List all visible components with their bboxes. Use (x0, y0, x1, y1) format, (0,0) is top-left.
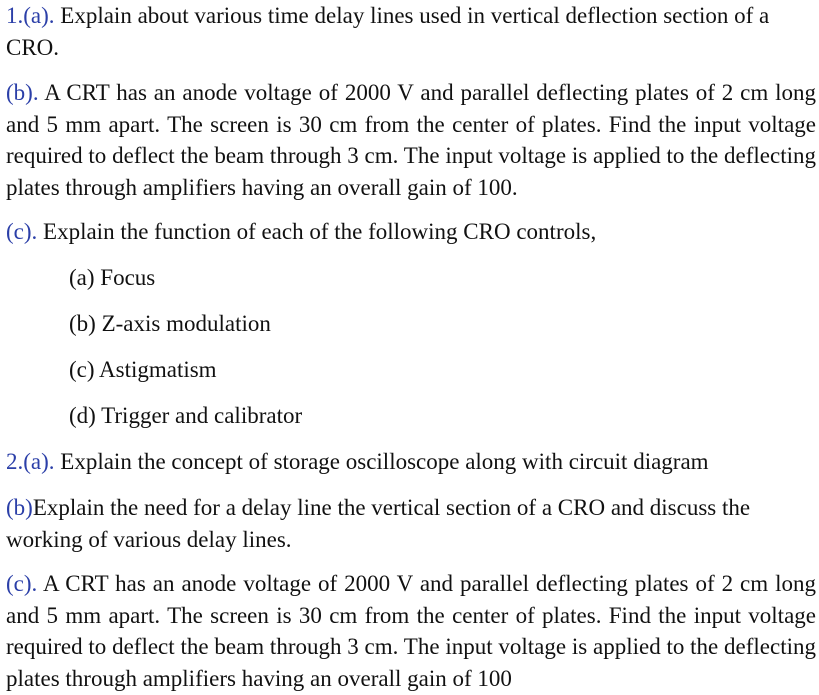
question-1c (6, 216, 816, 248)
control-item-z-axis: (b) Z-axis modulation (69, 311, 271, 336)
control-item-trigger: (d) Trigger and calibrator (69, 403, 303, 428)
question-2c (6, 568, 816, 694)
question-1c-label: (c). (6, 219, 38, 244)
question-1b (6, 77, 816, 203)
question-2a (6, 446, 816, 478)
question-1b-label: (b). (6, 80, 39, 105)
question-2a-label: 2.(a). (6, 449, 55, 474)
question-1a (6, 0, 816, 63)
question-2a-text: Explain the concept of storage oscilloscope along with circuit diagram (54, 449, 709, 474)
question-2b-text: Explain the need for a delay line the vertical section of a CRO and discuss the working of various delay lines. (6, 495, 751, 552)
question-1c-text: Explain the function of each of the following CRO controls, (37, 219, 597, 244)
question-1a-label: 1.(a). (6, 3, 55, 28)
control-item-astigmatism: (c) Astigmatism (69, 357, 217, 382)
question-2b (6, 492, 796, 555)
question-1a-text: Explain about various time delay lines used in vertical deflection section of a CRO. (6, 3, 770, 60)
question-2b-label: (b) (6, 495, 33, 520)
question-2c-text: A CRT has an anode voltage of 2000 V and parallel deflecting plates of 2 cm long and 5 mm apart. The screen is 30 cm from the center of plates. Find the input voltage required to deflect the beam through 3 cm. The input voltage is applied to the deflecting plates through amplifiers having an overall gain of 100 (6, 571, 816, 691)
question-2c-label: (c). (6, 571, 38, 596)
control-item-focus: (a) Focus (69, 265, 156, 290)
question-1b-text: A CRT has an anode voltage of 2000 V and parallel deflecting plates of 2 cm long and 5 mm apart. The screen is 30 cm from the center of plates. Find the input voltage required to deflect the beam through 3 cm. The input voltage is applied to the deflecting plates through amplifiers having an overall gain of 100. (6, 80, 816, 200)
